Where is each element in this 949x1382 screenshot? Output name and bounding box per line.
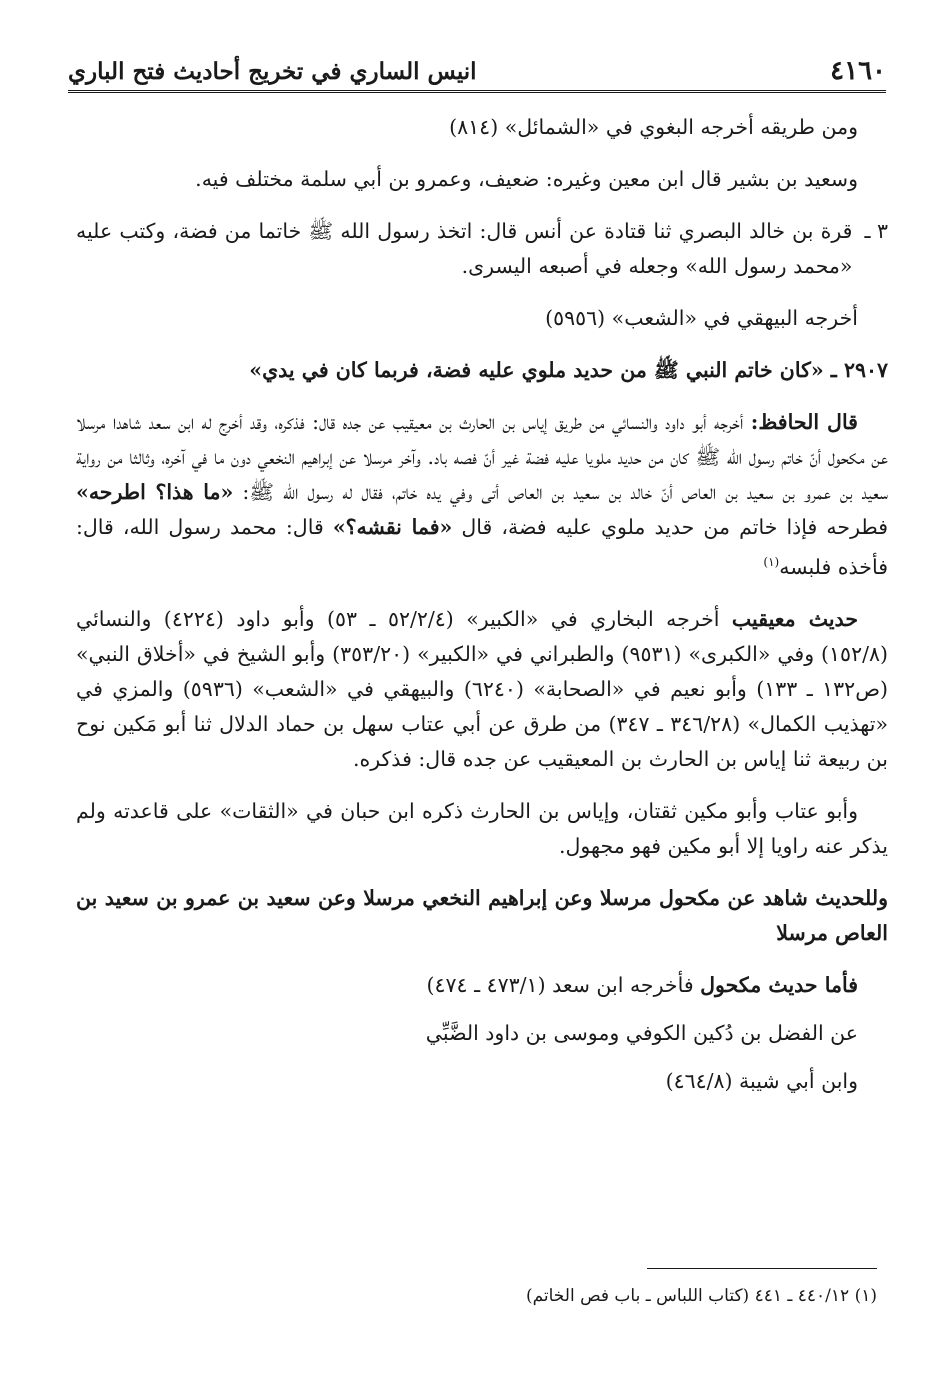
paragraph-muayqib	[76, 602, 888, 777]
hadith-heading: ٢٩٠٧ ـ «كان خاتم النبي ﷺ من حديد ملوي عليه فضة، فربما كان في يدي»	[249, 358, 888, 382]
page-number: ٤١٦٠	[830, 56, 886, 86]
footnote: (١) ٤٤٠/١٢ ـ ٤٤١ (كتاب اللباس ـ باب فص الخاتم)	[525, 1286, 877, 1306]
paragraph-said-bashir: وسعيد بن بشير قال ابن معين وغيره: ضعيف، وعمرو بن أبي سلمة مختلف فيه.	[195, 167, 858, 191]
hafiz-quote-2: «فما نقشه؟»	[332, 515, 453, 539]
shahid-heading: وللحديث شاهد عن مكحول مرسلا وعن إبراهيم النخعي مرسلا وعن سعيد بن عمرو بن سعيد بن العاص مرسلا	[76, 885, 888, 945]
hafiz-quote-1: «ما هذا؟ اطرحه»	[76, 480, 234, 504]
paragraph-makhul	[76, 968, 888, 1003]
item-number: ٣ ـ	[864, 219, 888, 243]
page-header	[68, 52, 886, 93]
footnote-reference[interactable]: (١)	[763, 555, 780, 569]
makhul-text: فأخرجه ابن سعد (٤٧٣/١ ـ ٤٧٤)	[426, 972, 701, 997]
muayqib-label: حديث معيقيب	[731, 606, 858, 631]
paragraph-baghawi: ومن طريقه أخرجه البغوي في «الشمائل» (٨١٤)	[449, 115, 858, 139]
paragraph-narrators: وأبو عتاب وأبو مكين ثقتان، وإياس بن الحارث ذكره ابن حبان في «الثقات» على قاعدته ولم يذكر عنه راويا إلا أبو مكين فهو مجهول.	[76, 798, 888, 858]
hafiz-text-3: قال: محمد رسول الله، قال: فأخذه فلبسه	[76, 515, 888, 579]
item-text: قرة بن خالد البصري ثنا قتادة عن أنس قال: اتخذ رسول الله ﷺ خاتما من فضة، وكتب عليه «محمد رسول الله» وجعله في أصبعه اليسرى.	[76, 219, 853, 278]
hafiz-text-1: أخرجه أبو داود والنسائي من طريق إياس بن الحارث بن معيقيب عن جده قال: فذكره، وقد أخرج له ابن سعد شاهدا مرسلا عن مكحول أنّ خاتم رسول الله ﷺ كان من حديد ملويا عليه فضة غير أنّ فصه باد. وآخر مرسلا عن إبراهيم النخعي دون ما في آخره، وثالثا من رواية سعيد بن عمرو بن سعيد بن العاص أنّ خالد بن سعيد بن العاص أتى وفي يده خاتم، فقال له رسول الله ﷺ:	[76, 410, 888, 504]
running-title: انيس الساري في تخريج أحاديث فتح الباري	[68, 57, 477, 85]
muayqib-text: أخرجه البخاري في «الكبير» (٥٢/٢/٤ ـ ٥٣) وأبو داود (٤٢٢٤) والنسائي (١٥٢/٨) وفي «الكبرى» (٩٥٣١) والطبراني في «الكبير» (٣٥٣/٢٠) وأبو الشيخ في «أخلاق النبي» (ص١٣٢ ـ ١٣٣) وأبو نعيم في «الصحابة» (٦٢٤٠) والبيهقي في «الشعب» (٥٩٣٦) والمزي في «تهذيب الكمال» (٣٤٦/٢٨ ـ ٣٤٧) من طرق عن أبي عتاب سهل بن حماد الدلال ثنا أبو مَكين نوح بن ربيعة ثنا إياس بن الحارث بن المعيقيب عن جده قال: فذكره.	[76, 606, 888, 771]
paragraph-fadl: عن الفضل بن دُكين الكوفي وموسى بن داود الضَّبِّي	[425, 1020, 858, 1045]
page-body	[76, 110, 888, 1112]
paragraph-bayhaqi: أخرجه البيهقي في «الشعب» (٥٩٥٦)	[545, 306, 858, 330]
footnote-divider	[647, 1268, 877, 1269]
hafiz-label: قال الحافظ:	[750, 410, 858, 434]
hafiz-text-2: فطرحه فإذا خاتم من حديد ملوي عليه فضة، قال	[452, 515, 888, 539]
makhul-label: فأما حديث مكحول	[700, 972, 858, 997]
numbered-item-3	[76, 214, 888, 284]
paragraph-abi-shayba: وابن أبي شيبة (٤٦٤/٨)	[665, 1068, 858, 1093]
paragraph-hafiz	[76, 405, 888, 585]
